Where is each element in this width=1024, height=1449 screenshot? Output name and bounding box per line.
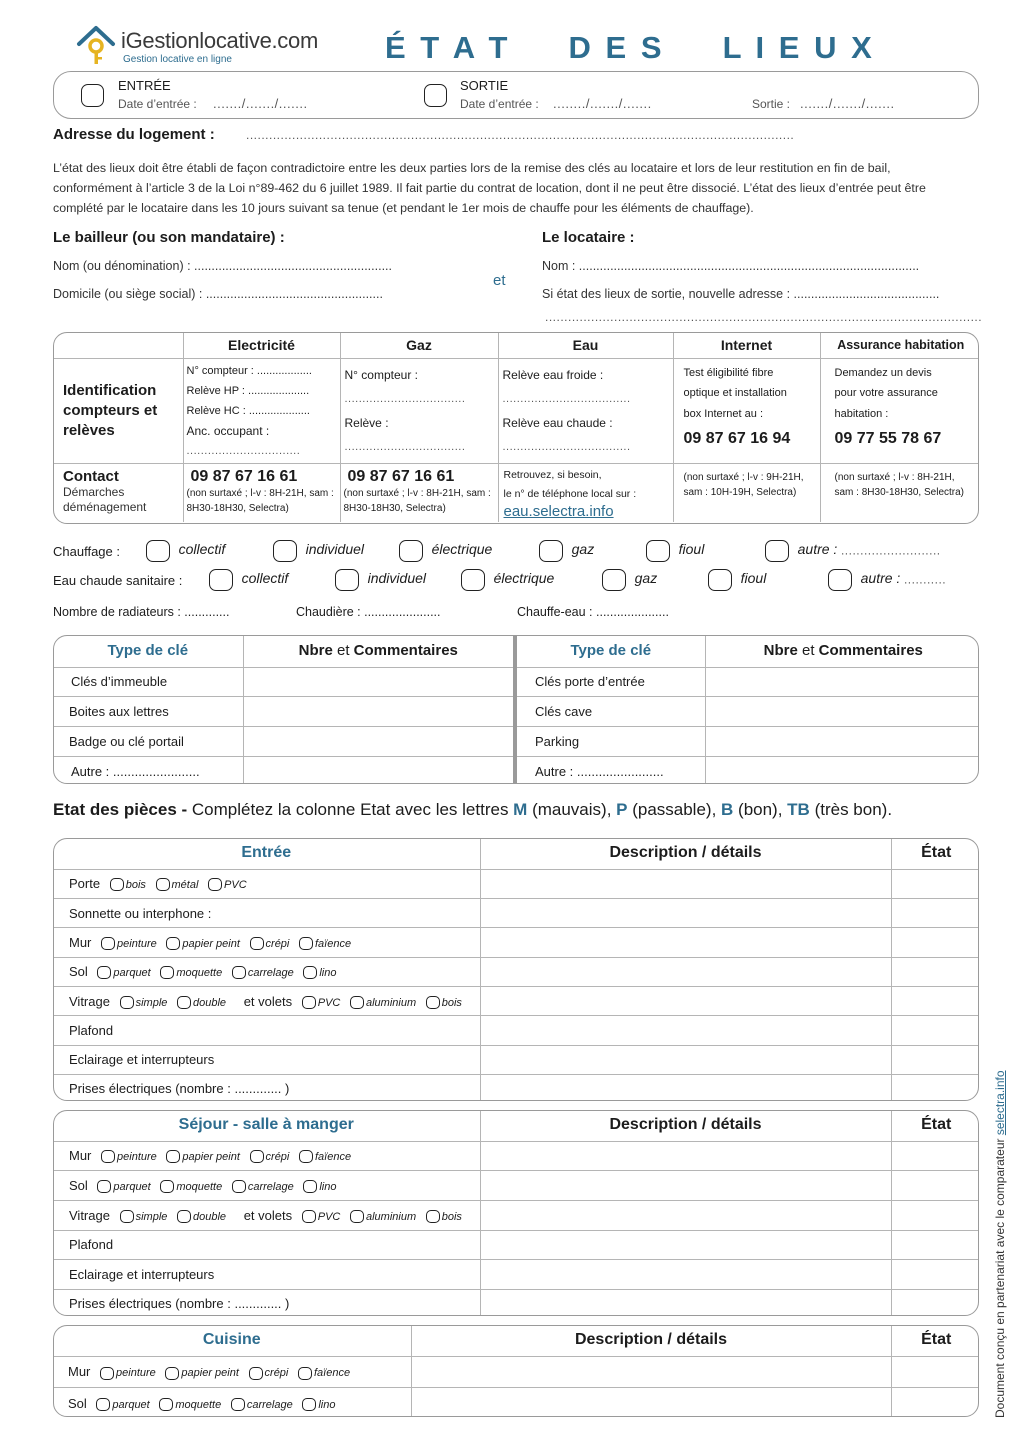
entree-col-desc: Description / détails (480, 838, 891, 869)
table-row (53, 928, 979, 957)
checkbox[interactable] (602, 569, 626, 591)
checkbox[interactable] (177, 1210, 191, 1223)
table-row (53, 727, 979, 757)
eau-opt-individuel[interactable]: individuel (335, 569, 426, 591)
assurance-line-2: pour votre assurance (834, 387, 938, 399)
intro-paragraph: L’état des lieux doit être établi de façon contradictoire entre les deux parties lors de la remise des clés au locataire et lors de leur restitution en fin de bail, conformément à l’article 3 de la Loi n°89-462 du 6 juillet 1989. Il fait partie du contrat de location, dont il ne peut être dissocié. L’état des lieux d’entrée peut être complété par le locataire dans les 10 jours suivant sa tenue (et pendant le 1er mois de chauffe pour les éléments de chauffage). (53, 161, 926, 215)
eau-selectra-link[interactable]: eau.selectra.info (503, 502, 614, 520)
checkbox[interactable] (232, 966, 246, 979)
description-cell[interactable] (480, 957, 891, 986)
description-cell[interactable] (480, 1260, 891, 1290)
bailleur-domicile-field[interactable]: Domicile (ou siège social) : ................................................... (53, 287, 383, 301)
eau-opt-electrique[interactable]: électrique (461, 569, 554, 591)
entree-vitrage: Vitrage simple double et volets PVC aluminium bois (53, 986, 480, 1015)
checkbox[interactable] (231, 1398, 245, 1411)
keys-table (53, 635, 979, 784)
chauffage-autre-field[interactable]: .......................... (840, 543, 941, 558)
description-cell[interactable] (480, 1230, 891, 1260)
cuisine-title: Cuisine (53, 1325, 411, 1356)
address-field[interactable]: ............................................................................................................................................... (246, 128, 795, 142)
checkbox[interactable] (539, 540, 563, 562)
checkbox[interactable] (350, 1210, 364, 1223)
etat-cell[interactable] (891, 1074, 979, 1101)
checkbox[interactable] (303, 966, 317, 979)
etat-cell[interactable] (891, 986, 979, 1015)
table-row (53, 697, 979, 727)
checkbox[interactable] (299, 1150, 313, 1163)
description-cell[interactable] (480, 1171, 891, 1201)
description-cell[interactable] (411, 1388, 891, 1417)
eau-froide[interactable]: Relève eau froide : (502, 367, 604, 382)
assurance-phone[interactable]: 09 77 55 78 67 (834, 430, 942, 447)
checkbox[interactable] (646, 540, 670, 562)
sortie-checkbox[interactable] (424, 84, 447, 107)
description-cell[interactable] (480, 898, 891, 927)
elec-contact (183, 463, 340, 522)
checkbox[interactable] (299, 937, 313, 950)
table-row (53, 957, 979, 986)
table-row (53, 1141, 979, 1171)
cuisine-table (53, 1325, 979, 1417)
cuisine-col-etat: État (891, 1325, 979, 1356)
radiateurs-field[interactable]: Nombre de radiateurs : ............. (53, 605, 230, 619)
meters-box (53, 332, 979, 524)
checkbox[interactable] (765, 540, 789, 562)
etat-cell[interactable] (891, 1200, 979, 1230)
entree-plafond: Plafond (53, 1016, 480, 1045)
entree-title: Entrée (53, 838, 480, 869)
chauffage-opt-collectif[interactable]: collectif (146, 540, 225, 562)
elec-anc-occupant[interactable]: Anc. occupant : (186, 423, 270, 438)
col-internet: Internet (673, 332, 820, 358)
assurance-note: (non surtaxé ; l-v : 8H-21H, sam : 8H30-18H30, Selectra) (834, 471, 965, 498)
description-cell[interactable] (411, 1356, 891, 1388)
sejour-prises: Prises électriques (nombre : ............. ) (53, 1289, 480, 1316)
key-label: Clés porte d’entrée (515, 667, 705, 697)
sortie-date2-label: Sortie : (752, 97, 791, 111)
locataire-nom-field[interactable]: Nom : .................................................................................................. (542, 259, 920, 273)
sejour-mur: Mur peinture papier peint crépi faïence (53, 1141, 480, 1171)
col-electricite: Electricité (183, 332, 340, 358)
checkbox[interactable] (298, 1367, 312, 1380)
checkbox[interactable] (350, 996, 364, 1009)
checkbox[interactable] (110, 878, 124, 891)
checkbox[interactable] (165, 1367, 179, 1380)
checkbox[interactable] (156, 878, 170, 891)
table-row (53, 869, 979, 898)
eau-identification[interactable] (498, 358, 673, 463)
etat-cell[interactable] (891, 869, 979, 898)
sortie-date2-field[interactable]: ......./......./....... (800, 96, 895, 111)
cuisine-box (53, 1325, 979, 1417)
checkbox[interactable] (97, 1180, 111, 1193)
col-assurance: Assurance habitation (820, 332, 979, 358)
etat-cell[interactable] (891, 1289, 979, 1316)
table-row (53, 1016, 979, 1045)
entree-box (53, 838, 979, 1101)
gaz-releve[interactable]: Relève : (344, 415, 389, 430)
gaz-compteur[interactable]: N° compteur : (344, 367, 418, 382)
eau-chaude-label: Eau chaude sanitaire : (53, 573, 183, 588)
meters-table (53, 332, 979, 522)
locataire-adresse-field-2[interactable]: .................................................................................................................. (545, 310, 983, 324)
side-partnership-note: Document conçu en partenariat avec le comparateur selectra.info (993, 1070, 1007, 1418)
checkbox[interactable] (461, 569, 485, 591)
keys-col-comment-right: Nbre et Commentaires (705, 635, 979, 667)
sortie-date-label: Date d’entrée : (460, 97, 539, 111)
keys-col-type-left: Type de clé (53, 635, 243, 667)
etat-cell[interactable] (891, 1260, 979, 1290)
entree-col-etat: État (891, 838, 979, 869)
chauffage-opt-electrique[interactable]: électrique (399, 540, 492, 562)
table-row (53, 1045, 979, 1074)
sejour-col-etat: État (891, 1110, 979, 1141)
eau-froide-field[interactable]: .................................... (502, 392, 631, 405)
checkbox[interactable] (100, 1367, 114, 1380)
et-connector: et (493, 272, 506, 289)
checkbox[interactable] (120, 996, 134, 1009)
entree-date-field[interactable]: ......./......./....... (213, 96, 308, 111)
keys-col-comment-left: Nbre et Commentaires (243, 635, 515, 667)
address-label: Adresse du logement : (53, 126, 215, 143)
description-cell[interactable] (480, 869, 891, 898)
chauffage-label: Chauffage : (53, 544, 120, 559)
identification-label: Identification compteurs et relèves (63, 381, 158, 439)
key-comment-cell[interactable] (243, 757, 515, 784)
entree-mur: Mur peinture papier peint crépi faïence (53, 928, 480, 957)
table-row (53, 667, 979, 697)
entree-sol: Sol parquet moquette carrelage lino (53, 957, 480, 986)
row-identification-label (53, 358, 183, 463)
chaudiere-field[interactable]: Chaudière : ...................... (296, 605, 441, 619)
sejour-plafond: Plafond (53, 1230, 480, 1260)
description-cell[interactable] (480, 928, 891, 957)
checkbox[interactable] (160, 1180, 174, 1193)
cuisine-sol: Sol parquet moquette carrelage lino (53, 1388, 411, 1417)
cuisine-col-desc: Description / détails (411, 1325, 891, 1356)
description-cell[interactable] (480, 1016, 891, 1045)
checkbox[interactable] (166, 937, 180, 950)
logo (76, 24, 366, 68)
checkbox[interactable] (250, 937, 264, 950)
checkbox[interactable] (166, 1150, 180, 1163)
etat-cell[interactable] (891, 1171, 979, 1201)
selectra-link[interactable]: selectra.info (993, 1070, 1007, 1136)
elec-anc-occupant-field[interactable]: ................................ (186, 444, 301, 457)
gaz-note: (non surtaxé ; l-v : 8H-21H, sam : 8H30-18H30, Selectra) (343, 487, 491, 514)
elec-releve-hp[interactable]: Relève HP : .................... (186, 384, 310, 397)
cuisine-mur: Mur peinture papier peint crépi faïence (53, 1356, 411, 1388)
dates-box (53, 71, 979, 119)
description-cell[interactable] (480, 1141, 891, 1171)
etat-cell[interactable] (891, 1230, 979, 1260)
internet-note: (non surtaxé ; l-v : 9H-21H, sam : 10H-19H, Selectra) (683, 471, 804, 498)
table-row (53, 1074, 979, 1101)
chauffage-opt-fioul[interactable]: fioul (646, 540, 704, 562)
checkbox[interactable] (708, 569, 732, 591)
entree-prises: Prises électriques (nombre : ............. ) (53, 1074, 480, 1101)
etat-cell[interactable] (891, 957, 979, 986)
house-key-icon (76, 24, 116, 66)
eau-autre-field[interactable]: ........... (903, 572, 947, 587)
sortie-label: SORTIE (460, 78, 509, 93)
description-cell[interactable] (480, 1045, 891, 1074)
internet-line-3: box Internet au : (683, 407, 763, 420)
description-cell[interactable] (480, 1074, 891, 1101)
eau-note-1: Retrouvez, si besoin, (503, 468, 602, 481)
checkbox[interactable] (101, 1150, 115, 1163)
rooms-instructions: Etat des pièces - Complétez la colonne Etat avec les lettres M (mauvais), P (passable), B (bon), TB (très bon). (53, 800, 893, 819)
key-comment-cell[interactable] (243, 727, 515, 757)
meters-corner (53, 332, 183, 358)
elec-phone[interactable]: 09 87 67 16 61 (190, 467, 298, 485)
checkbox[interactable] (273, 540, 297, 562)
table-row (53, 1230, 979, 1260)
entree-checkbox[interactable] (81, 84, 104, 107)
internet-phone[interactable]: 09 87 67 16 94 (683, 430, 791, 447)
checkbox[interactable] (303, 1180, 317, 1193)
etat-cell[interactable] (891, 1356, 979, 1388)
assurance-identification (820, 358, 979, 463)
checkbox[interactable] (232, 1180, 246, 1193)
eau-contact (498, 463, 673, 522)
key-comment-cell[interactable] (705, 727, 979, 757)
elec-note: (non surtaxé ; l-v : 8H-21H, sam : 8H30-18H30, Selectra) (186, 487, 334, 514)
key-label: Parking (515, 727, 705, 757)
sortie-date-field[interactable]: ......../......./....... (553, 96, 652, 111)
key-label: Boites aux lettres (53, 697, 243, 727)
key-label[interactable]: Autre : ........................ (53, 757, 243, 784)
checkbox[interactable] (250, 1150, 264, 1163)
eau-chaude[interactable]: Relève eau chaude : (502, 415, 613, 430)
bailleur-title: Le bailleur (ou son mandataire) : (53, 229, 285, 246)
key-label: Clés cave (515, 697, 705, 727)
entree-sonnette: Sonnette ou interphone : (53, 898, 480, 927)
gaz-identification[interactable] (340, 358, 498, 463)
entree-table (53, 838, 979, 1101)
checkbox[interactable] (120, 1210, 134, 1223)
etat-cell[interactable] (891, 898, 979, 927)
key-comment-cell[interactable] (705, 697, 979, 727)
internet-line-1: Test éligibilité fibre (683, 366, 774, 379)
sejour-sol: Sol parquet moquette carrelage lino (53, 1171, 480, 1201)
checkbox[interactable] (426, 1210, 440, 1223)
row-contact-label (53, 463, 183, 522)
chauffage-row (53, 540, 983, 564)
checkbox[interactable] (146, 540, 170, 562)
elec-releve-hc[interactable]: Relève HC : .................... (186, 404, 310, 417)
keys-col-type-right: Type de clé (515, 635, 705, 667)
checkbox[interactable] (177, 996, 191, 1009)
etat-cell[interactable] (891, 928, 979, 957)
entree-date-label: Date d’entrée : (118, 97, 197, 111)
internet-line-2: optique et installation (683, 387, 787, 399)
col-gaz: Gaz (340, 332, 498, 358)
checkbox[interactable] (97, 966, 111, 979)
gaz-releve-field[interactable]: .................................. (344, 440, 466, 453)
key-comment-cell[interactable] (243, 697, 515, 727)
table-row (53, 1289, 979, 1316)
key-label[interactable]: Autre : ........................ (515, 757, 705, 784)
chauffe-eau-field[interactable]: Chauffe-eau : ..................... (517, 605, 669, 619)
checkbox[interactable] (160, 966, 174, 979)
checkbox[interactable] (249, 1367, 263, 1380)
locataire-adresse-field[interactable]: Si état des lieux de sortie, nouvelle adresse : .......................................... (542, 287, 940, 301)
description-cell[interactable] (480, 1200, 891, 1230)
gaz-phone[interactable]: 09 87 67 16 61 (347, 467, 455, 485)
sejour-title: Séjour - salle à manger (53, 1110, 480, 1141)
etat-cell[interactable] (891, 1388, 979, 1417)
assurance-line-1: Demandez un devis (834, 366, 932, 379)
table-row (53, 1356, 979, 1388)
checkbox[interactable] (302, 996, 316, 1009)
checkbox[interactable] (96, 1398, 110, 1411)
logo-tagline: Gestion locative en ligne (123, 54, 232, 65)
internet-contact (673, 463, 820, 522)
contact-label: Contact (63, 467, 119, 485)
eau-opt-collectif[interactable]: collectif (209, 569, 288, 591)
table-row (53, 757, 979, 784)
checkbox[interactable] (302, 1398, 316, 1411)
key-label: Badge ou clé portail (53, 727, 243, 757)
table-row (53, 1200, 979, 1230)
checkbox[interactable] (208, 878, 222, 891)
eau-opt-gaz[interactable]: gaz (602, 569, 657, 591)
gaz-compteur-field[interactable]: .................................. (344, 392, 466, 405)
eau-chaude-row (53, 569, 983, 593)
checkbox[interactable] (302, 1210, 316, 1223)
table-row (53, 1171, 979, 1201)
page-title: É T A T D E S L I E U X (385, 30, 875, 65)
key-comment-cell[interactable] (705, 667, 979, 697)
etat-cell[interactable] (891, 1016, 979, 1045)
elec-identification[interactable] (183, 358, 340, 463)
checkbox[interactable] (101, 937, 115, 950)
contact-sub: Démarches déménagement (63, 484, 147, 514)
entree-eclairage: Eclairage et interrupteurs (53, 1045, 480, 1074)
table-row (53, 986, 979, 1015)
locataire-title: Le locataire : (542, 229, 635, 246)
checkbox[interactable] (399, 540, 423, 562)
chauffage-opt-gaz[interactable]: gaz (539, 540, 594, 562)
key-comment-cell[interactable] (243, 667, 515, 697)
gaz-contact (340, 463, 498, 522)
description-cell[interactable] (480, 1289, 891, 1316)
sejour-col-desc: Description / détails (480, 1110, 891, 1141)
sejour-eclairage: Eclairage et interrupteurs (53, 1260, 480, 1290)
table-row (53, 1260, 979, 1290)
entree-label: ENTRÉE (118, 78, 171, 93)
checkbox[interactable] (159, 1398, 173, 1411)
chauffage-opt-autre[interactable]: autre : .......................... (765, 540, 941, 562)
etat-cell[interactable] (891, 1045, 979, 1074)
assurance-line-3: habitation : (834, 407, 889, 420)
sejour-box (53, 1110, 979, 1316)
checkbox[interactable] (209, 569, 233, 591)
logo-text: iGestionlocative.com (121, 28, 318, 53)
description-cell[interactable] (480, 986, 891, 1015)
table-row (53, 898, 979, 927)
checkbox[interactable] (828, 569, 852, 591)
etat-cell[interactable] (891, 1141, 979, 1171)
col-eau: Eau (498, 332, 673, 358)
key-label: Clés d’immeuble (53, 667, 243, 697)
checkbox[interactable] (426, 996, 440, 1009)
eau-chaude-field[interactable]: .................................... (502, 440, 631, 453)
elec-compteur[interactable]: N° compteur : .................. (186, 364, 312, 377)
entree-porte: Porte bois métal PVC (53, 869, 480, 898)
sejour-table (53, 1110, 979, 1316)
key-comment-cell[interactable] (705, 757, 979, 784)
assurance-contact (820, 463, 979, 522)
eau-note-2: le n° de téléphone local sur : (503, 487, 637, 500)
sejour-vitrage: Vitrage simple double et volets PVC aluminium bois (53, 1200, 480, 1230)
bailleur-nom-field[interactable]: Nom (ou dénomination) : ......................................................... (53, 259, 392, 273)
internet-identification (673, 358, 820, 463)
eau-opt-fioul[interactable]: fioul (708, 569, 766, 591)
checkbox[interactable] (335, 569, 359, 591)
keys-box (53, 635, 979, 784)
table-row (53, 1388, 979, 1417)
chauffage-opt-individuel[interactable]: individuel (273, 540, 364, 562)
eau-opt-autre[interactable]: autre : ........... (828, 569, 946, 591)
